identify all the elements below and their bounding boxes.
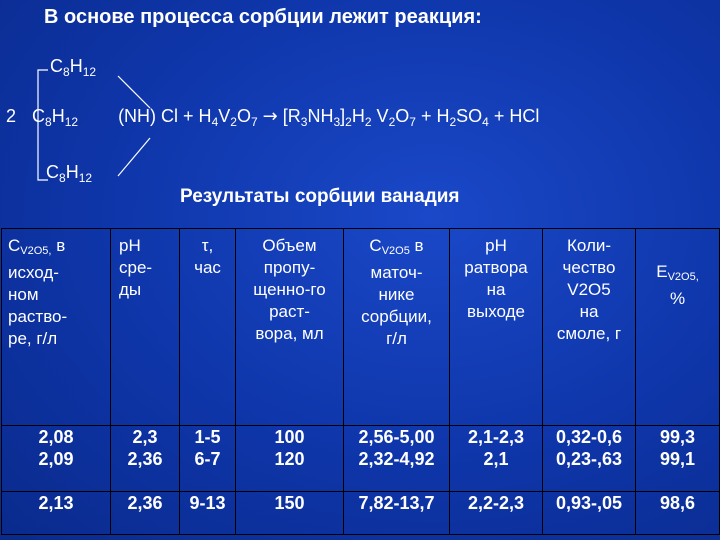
arrow-icon: →: [262, 106, 278, 127]
sorption-results-table: [1, 228, 720, 535]
radical-top: $C_8H_{12}$: [50, 56, 97, 79]
table-header-row: [2, 229, 720, 426]
table-cell: 2,2-2,3: [450, 492, 543, 535]
table-cell: 0,32-0,6 0,23-,63: [543, 426, 636, 492]
header-amount-on-resin: Коли- чество V2O5 на смоле, г: [543, 229, 636, 426]
radical-bottom: $C_8H_{12}$: [46, 162, 93, 185]
table-cell: 2,08 2,09: [2, 426, 111, 492]
coefficient: 2: [6, 106, 17, 126]
table-cell: 2,56-5,00 2,32-4,92: [344, 426, 450, 492]
table-cell: 1-5 6-7: [180, 426, 236, 492]
table-cell: 99,3 99,1: [636, 426, 720, 492]
table-cell: 2,3 2,36: [111, 426, 180, 492]
header-mother-liquor-concentration: $C_{V2O5}$ в маточ- нике сорбции, г/л: [344, 229, 450, 426]
table-cell: 2,36: [111, 492, 180, 535]
header-solution-volume: Объем пропу- щенно-го раст- вора, мл: [236, 229, 344, 426]
table-row: [2, 426, 720, 492]
header-initial-concentration: $C_{V2O5,}$ в исход- ном раство- ре, г/л: [2, 229, 111, 426]
table-title: Результаты сорбции ванадия: [180, 186, 460, 207]
table-cell: 100 120: [236, 426, 344, 492]
table-cell: 9-13: [180, 492, 236, 535]
table-cell: 2,1-2,3 2,1: [450, 426, 543, 492]
reaction-equation: 2 $C_8H_{12}$ (NH) $Cl + H_4V_2O_7 \to [R_3NH_3]_2H_2$ $V_2O_7 + H_2SO_4$ + HCl: [6, 106, 540, 129]
table-row: [2, 492, 720, 535]
header-efficiency: $E_{V2O5,}$ %: [636, 229, 720, 426]
header-ph-output: рН ратвора на выходе: [450, 229, 543, 426]
header-time: τ, час: [180, 229, 236, 426]
table-cell: 98,6: [636, 492, 720, 535]
table-cell: 150: [236, 492, 344, 535]
table-cell: 7,82-13,7: [344, 492, 450, 535]
table-cell: 0,93-,05: [543, 492, 636, 535]
slide-heading: В основе процесса сорбции лежит реакция:: [44, 6, 482, 28]
header-ph-medium: рН сре- ды: [111, 229, 180, 426]
table-cell: 2,13: [2, 492, 111, 535]
